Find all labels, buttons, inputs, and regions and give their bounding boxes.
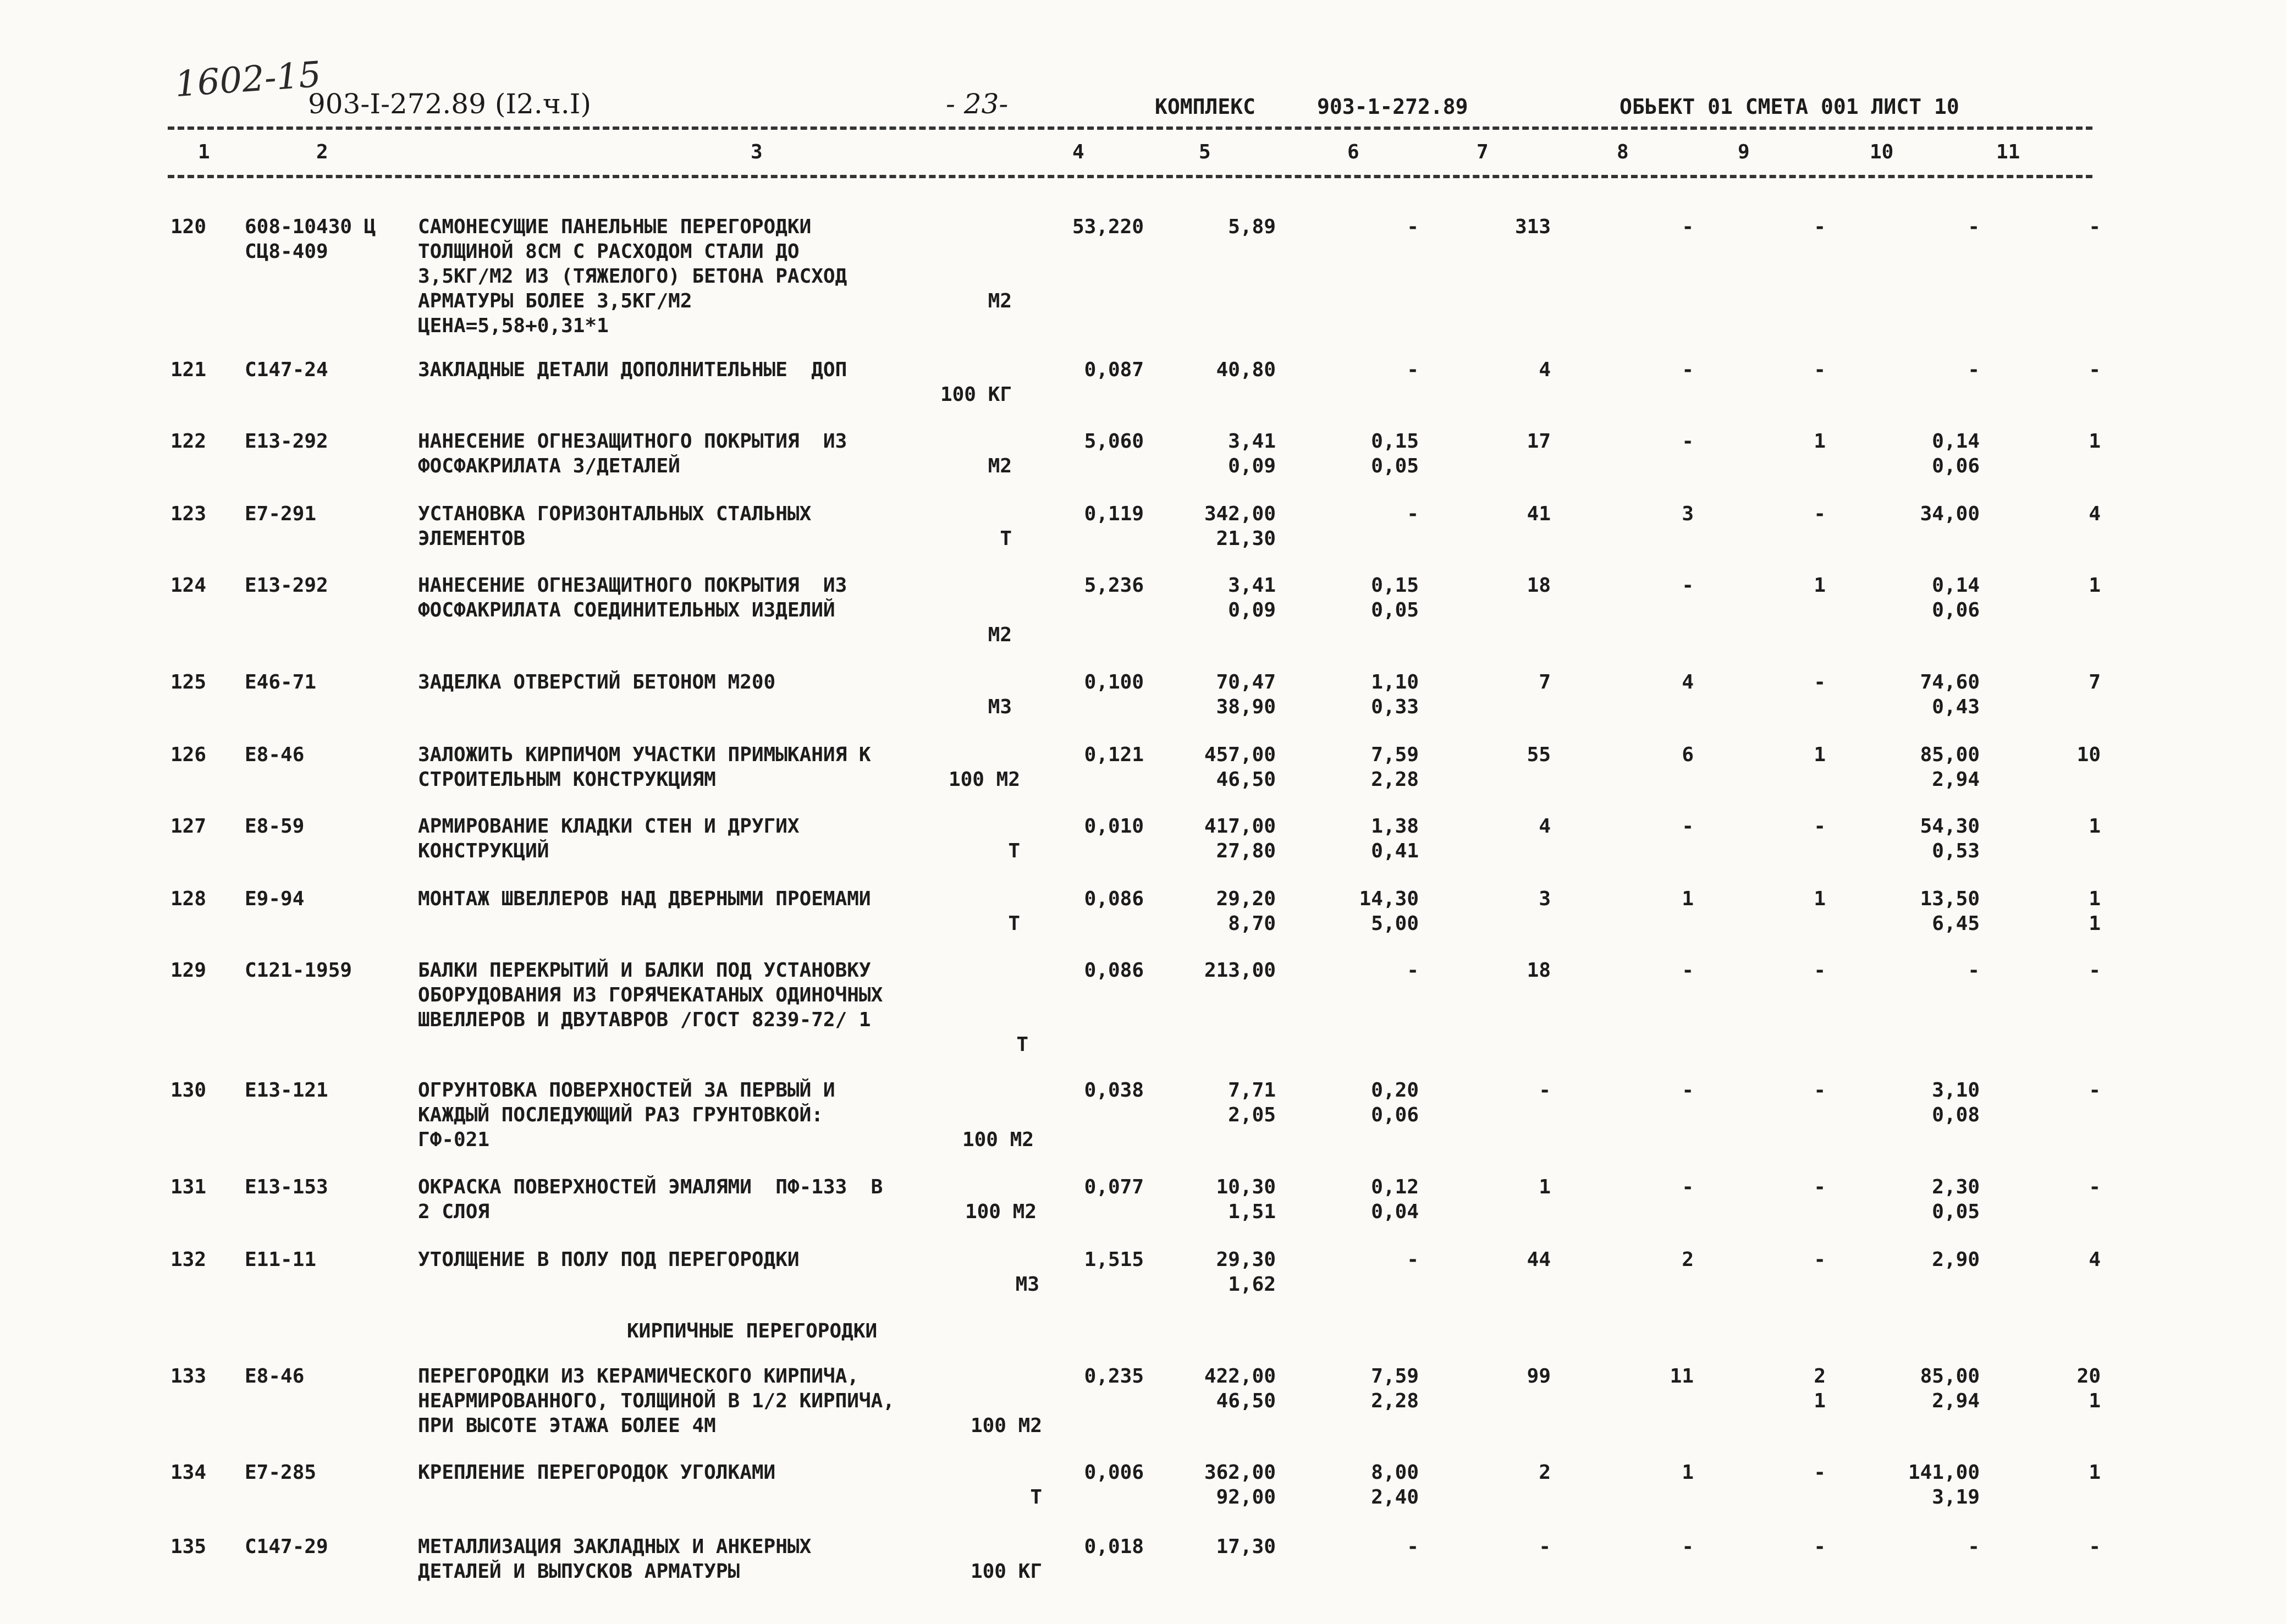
row-qty: 5,236 (1084, 574, 1144, 597)
row-code: Е8-59 (245, 815, 305, 838)
row-v8: 4 (1682, 671, 1694, 693)
row-v11: - (2089, 1079, 2101, 1102)
row-v11: - (2089, 359, 2101, 381)
row-price: 342,00 21,30 (1204, 503, 1276, 550)
row-qty: 0,121 (1084, 744, 1144, 766)
row-description: НАНЕСЕНИЕ ОГНЕЗАЩИТНОГО ПОКРЫТИЯ ИЗ ФОСФАКРИЛАТА З/ДЕТАЛЕЙ (418, 430, 847, 477)
row-qty: 0,086 (1084, 959, 1144, 982)
row-number: 129 (170, 959, 207, 982)
row-price: 29,20 8,70 (1216, 888, 1276, 935)
row-v10: 2,90 (1932, 1248, 1980, 1271)
row-unit: 100 М2 (962, 1128, 1034, 1151)
row-description: БАЛКИ ПЕРЕКРЫТИЙ И БАЛКИ ПОД УСТАНОВКУ ОБОРУДОВАНИЯ ИЗ ГОРЯЧЕКАТАНЫХ ОДИНОЧНЫХ ШВЕЛЛЕРОВ И ДВУТАВРОВ /ГОСТ 8239-72/ 1 (418, 959, 883, 1031)
row-price: 422,00 46,50 (1204, 1365, 1276, 1412)
row-v10: 3,10 0,08 (1932, 1079, 1980, 1126)
row-description: АРМИРОВАНИЕ КЛАДКИ СТЕН И ДРУГИХ КОНСТРУКЦИЙ (418, 815, 800, 862)
row-price: 7,71 2,05 (1228, 1079, 1276, 1126)
row-v11: 4 (2089, 503, 2101, 525)
row-code: С121-1959 (245, 959, 352, 982)
row-v11: 7 (2089, 671, 2101, 693)
row-code: Е8-46 (245, 1365, 305, 1388)
row-code: Е13-292 (245, 574, 328, 597)
row-unit: Т (1000, 527, 1012, 550)
row-v9: 1 (1814, 888, 1826, 910)
row-price: 457,00 46,50 (1204, 744, 1276, 791)
row-v7: 18 (1527, 574, 1551, 597)
row-v7: 313 (1514, 216, 1551, 238)
row-description: ОГРУНТОВКА ПОВЕРХНОСТЕЙ ЗА ПЕРВЫЙ И КАЖДЫЙ ПОСЛЕДУЮЩИЙ РАЗ ГРУНТОВКОЙ: ГФ-021 (418, 1079, 835, 1151)
row-v11: - (2089, 959, 2101, 982)
row-wage: 7,59 2,28 (1371, 744, 1419, 791)
row-unit: М2 (988, 624, 1012, 646)
page-number: - 23- (946, 88, 1009, 120)
col-num-3: 3 (751, 141, 763, 163)
row-v8: 2 (1682, 1248, 1694, 1271)
row-description: МЕТАЛЛИЗАЦИЯ ЗАКЛАДНЫХ И АНКЕРНЫХ ДЕТАЛЕЙ И ВЫПУСКОВ АРМАТУРЫ (418, 1535, 812, 1583)
row-v7: 4 (1539, 815, 1551, 838)
document-code: 903-I-272.89 (I2.ч.I) (308, 88, 591, 120)
row-v9: - (1814, 503, 1826, 525)
row-v9: - (1814, 216, 1826, 238)
col-num-7: 7 (1477, 141, 1489, 163)
row-number: 121 (170, 359, 207, 381)
row-v7: 2 (1539, 1461, 1551, 1484)
row-v7: 41 (1527, 503, 1551, 525)
row-code: С147-24 (245, 359, 328, 381)
section-title: КИРПИЧНЫЕ ПЕРЕГОРОДКИ (627, 1320, 878, 1342)
row-wage: 14,30 5,00 (1359, 888, 1419, 935)
row-v8: 3 (1682, 503, 1694, 525)
row-qty: 53,220 (1072, 216, 1144, 238)
row-v9: - (1814, 671, 1826, 693)
row-unit: М3 (988, 696, 1012, 718)
row-description: МОНТАЖ ШВЕЛЛЕРОВ НАД ДВЕРНЫМИ ПРОЕМАМИ (418, 888, 871, 910)
row-v10: 34,00 (1920, 503, 1980, 525)
row-v7: 7 (1539, 671, 1551, 693)
row-number: 135 (170, 1535, 207, 1558)
row-v7: 44 (1527, 1248, 1551, 1271)
row-v10: - (1968, 1535, 1980, 1558)
object-sheet-info: ОБЬЕКТ 01 СМЕТА 001 ЛИСТ 10 (1620, 95, 1959, 119)
row-price: 417,00 27,80 (1204, 815, 1276, 862)
row-v7: 4 (1539, 359, 1551, 381)
row-code: Е9-94 (245, 888, 305, 910)
row-v10: 85,00 2,94 (1920, 744, 1980, 791)
row-number: 123 (170, 503, 207, 525)
row-wage: 8,00 2,40 (1371, 1461, 1419, 1509)
col-num-6: 6 (1347, 141, 1359, 163)
row-number: 131 (170, 1176, 207, 1198)
header-rule-top (168, 126, 2092, 130)
row-price: 3,41 0,09 (1228, 430, 1276, 477)
row-v9: - (1814, 1535, 1826, 1558)
row-v8: - (1682, 574, 1694, 597)
row-description: УСТАНОВКА ГОРИЗОНТАЛЬНЫХ СТАЛЬНЫХ ЭЛЕМЕНТОВ (418, 503, 812, 550)
row-wage: - (1407, 503, 1419, 525)
row-code: Е11-11 (245, 1248, 317, 1271)
row-qty: 0,010 (1084, 815, 1144, 838)
col-num-2: 2 (316, 141, 328, 163)
row-v7: 17 (1527, 430, 1551, 453)
row-v11: 1 (2089, 1461, 2101, 1484)
row-v8: - (1682, 1176, 1694, 1198)
row-v9: - (1814, 1079, 1826, 1102)
row-v9: - (1814, 359, 1826, 381)
row-wage: 0,15 0,05 (1371, 430, 1419, 477)
row-v10: 85,00 2,94 (1920, 1365, 1980, 1412)
col-num-5: 5 (1199, 141, 1211, 163)
row-description: НАНЕСЕНИЕ ОГНЕЗАЩИТНОГО ПОКРЫТИЯ ИЗ ФОСФАКРИЛАТА СОЕДИНИТЕЛЬНЫХ ИЗДЕЛИЙ (418, 574, 847, 621)
row-wage: 1,38 0,41 (1371, 815, 1419, 862)
row-description: САМОНЕСУЩИЕ ПАНЕЛЬНЫЕ ПЕРЕГОРОДКИ ТОЛЩИНОЙ 8СМ С РАСХОДОМ СТАЛИ ДО 3,5КГ/М2 ИЗ (ТЯЖЕЛОГО) БЕТОНА РАСХОД АРМАТУРЫ БОЛЕЕ 3,5КГ/М2 ЦЕНА=5,58+0,31*1 (418, 216, 847, 337)
row-wage: 0,12 0,04 (1371, 1176, 1419, 1223)
row-unit: М2 (988, 455, 1012, 477)
row-number: 126 (170, 744, 207, 766)
row-unit: 100 М2 (948, 768, 1020, 791)
row-qty: 0,119 (1084, 503, 1144, 525)
row-price: 5,89 (1228, 216, 1276, 238)
row-v11: - (2089, 1176, 2101, 1198)
row-unit: 100 М2 (970, 1414, 1042, 1437)
row-code: Е13-121 (245, 1079, 328, 1102)
row-qty: 0,100 (1084, 671, 1144, 693)
row-qty: 0,077 (1084, 1176, 1144, 1198)
row-v9: - (1814, 815, 1826, 838)
row-price: 17,30 (1216, 1535, 1276, 1558)
row-price: 362,00 92,00 (1204, 1461, 1276, 1509)
row-v10: 0,14 0,06 (1932, 430, 1980, 477)
row-v9: - (1814, 959, 1826, 982)
row-v8: - (1682, 959, 1694, 982)
row-v8: 11 (1670, 1365, 1694, 1388)
row-unit: М3 (1015, 1273, 1039, 1296)
row-description: ЗАКЛАДНЫЕ ДЕТАЛИ ДОПОЛНИТЕЛЬНЫЕ ДОП (418, 359, 847, 381)
row-code: Е7-291 (245, 503, 317, 525)
row-unit: 100 КГ (940, 383, 1012, 406)
row-v11: 10 (2076, 744, 2101, 766)
row-v8: - (1682, 430, 1694, 453)
row-description: ЗАЛОЖИТЬ КИРПИЧОМ УЧАСТКИ ПРИМЫКАНИЯ К СТРОИТЕЛЬНЫМ КОНСТРУКЦИЯМ (418, 744, 871, 791)
complex-label: КОМПЛЕКС (1155, 95, 1256, 119)
row-v10: 74,60 0,43 (1920, 671, 1980, 718)
row-qty: 0,235 (1084, 1365, 1144, 1388)
row-v7: 99 (1527, 1365, 1551, 1388)
row-v10: 54,30 0,53 (1920, 815, 1980, 862)
row-wage: - (1407, 216, 1419, 238)
row-number: 128 (170, 888, 207, 910)
row-v11: - (2089, 216, 2101, 238)
row-v8: - (1682, 216, 1694, 238)
row-v8: - (1682, 1535, 1694, 1558)
row-unit: 100 М2 (965, 1201, 1037, 1223)
row-v11: - (2089, 1535, 2101, 1558)
row-wage: - (1407, 1248, 1419, 1271)
row-qty: 1,515 (1084, 1248, 1144, 1271)
row-v8: 1 (1682, 1461, 1694, 1484)
row-v10: 141,00 3,19 (1908, 1461, 1980, 1509)
row-unit: Т (1008, 840, 1020, 862)
row-wage: 1,10 0,33 (1371, 671, 1419, 718)
row-number: 133 (170, 1365, 207, 1388)
row-unit: Т (1016, 1033, 1028, 1056)
row-qty: 0,087 (1084, 359, 1144, 381)
row-v11: 1 (2089, 430, 2101, 453)
row-v10: - (1968, 959, 1980, 982)
row-v7: - (1539, 1535, 1551, 1558)
col-num-4: 4 (1072, 141, 1084, 163)
row-price: 70,47 38,90 (1216, 671, 1276, 718)
row-v9: 1 (1814, 430, 1826, 453)
row-wage: - (1407, 359, 1419, 381)
row-v7: 55 (1527, 744, 1551, 766)
row-qty: 5,060 (1084, 430, 1144, 453)
row-v11: 1 (2089, 574, 2101, 597)
row-v10: 2,30 0,05 (1932, 1176, 1980, 1223)
row-qty: 0,006 (1084, 1461, 1144, 1484)
row-v8: - (1682, 815, 1694, 838)
row-number: 120 (170, 216, 207, 238)
row-v11: 1 (2089, 815, 2101, 838)
row-wage: 0,20 0,06 (1371, 1079, 1419, 1126)
row-code: Е7-285 (245, 1461, 317, 1484)
row-code: Е8-46 (245, 744, 305, 766)
row-v9: 1 (1814, 744, 1826, 766)
row-wage: - (1407, 959, 1419, 982)
row-number: 132 (170, 1248, 207, 1271)
col-num-8: 8 (1617, 141, 1629, 163)
row-v9: - (1814, 1461, 1826, 1484)
row-v10: - (1968, 216, 1980, 238)
header-rule-bottom (168, 175, 2092, 178)
row-v10: 13,50 6,45 (1920, 888, 1980, 935)
row-unit: Т (1008, 912, 1020, 935)
row-v9: - (1814, 1176, 1826, 1198)
row-description: УТОЛЩЕНИЕ В ПОЛУ ПОД ПЕРЕГОРОДКИ (418, 1248, 800, 1271)
col-num-1: 1 (198, 141, 210, 163)
row-unit: М2 (988, 290, 1012, 312)
row-code: Е46-71 (245, 671, 317, 693)
handwritten-note: 1602-15 (173, 54, 323, 106)
row-unit: Т (1030, 1486, 1042, 1509)
row-price: 3,41 0,09 (1228, 574, 1276, 621)
row-v8: - (1682, 1079, 1694, 1102)
row-wage: - (1407, 1535, 1419, 1558)
col-num-11: 11 (1996, 141, 2020, 163)
row-qty: 0,038 (1084, 1079, 1144, 1102)
row-v7: 1 (1539, 1176, 1551, 1198)
row-price: 10,30 1,51 (1216, 1176, 1276, 1223)
row-v7: 3 (1539, 888, 1551, 910)
row-number: 127 (170, 815, 207, 838)
row-price: 213,00 (1204, 959, 1276, 982)
row-number: 125 (170, 671, 207, 693)
row-v10: 0,14 0,06 (1932, 574, 1980, 621)
row-description: ОКРАСКА ПОВЕРХНОСТЕЙ ЭМАЛЯМИ ПФ-133 В 2 СЛОЯ (418, 1176, 883, 1223)
row-v8: 1 (1682, 888, 1694, 910)
row-description: КРЕПЛЕНИЕ ПЕРЕГОРОДОК УГОЛКАМИ (418, 1461, 776, 1484)
row-number: 124 (170, 574, 207, 597)
row-number: 130 (170, 1079, 207, 1102)
row-price: 29,30 1,62 (1216, 1248, 1276, 1296)
row-number: 134 (170, 1461, 207, 1484)
row-v7: 18 (1527, 959, 1551, 982)
row-qty: 0,018 (1084, 1535, 1144, 1558)
row-number: 122 (170, 430, 207, 453)
row-v7: - (1539, 1079, 1551, 1102)
row-v11: 4 (2089, 1248, 2101, 1271)
row-v9: - (1814, 1248, 1826, 1271)
row-qty: 0,086 (1084, 888, 1144, 910)
complex-code: 903-1-272.89 (1317, 95, 1468, 119)
row-v8: - (1682, 359, 1694, 381)
row-v11: 20 1 (2076, 1365, 2101, 1412)
row-code: Е13-292 (245, 430, 328, 453)
row-unit: 100 КГ (970, 1560, 1042, 1583)
row-v9: 1 (1814, 574, 1826, 597)
col-num-10: 10 (1870, 141, 1894, 163)
row-wage: 7,59 2,28 (1371, 1365, 1419, 1412)
row-code: С147-29 (245, 1535, 328, 1558)
row-description: ЗАДЕЛКА ОТВЕРСТИЙ БЕТОНОМ М200 (418, 671, 776, 693)
col-num-9: 9 (1738, 141, 1750, 163)
row-wage: 0,15 0,05 (1371, 574, 1419, 621)
row-price: 40,80 (1216, 359, 1276, 381)
row-code: Е13-153 (245, 1176, 328, 1198)
row-v9: 2 1 (1814, 1365, 1826, 1412)
row-v10: - (1968, 359, 1980, 381)
row-description: ПЕРЕГОРОДКИ ИЗ КЕРАМИЧЕСКОГО КИРПИЧА, НЕАРМИРОВАННОГО, ТОЛЩИНОЙ В 1/2 КИРПИЧА, ПРИ ВЫСОТЕ ЭТАЖА БОЛЕЕ 4М (418, 1365, 895, 1437)
row-code: 608-10430 Ц СЦ8-409 (245, 216, 376, 263)
row-v11: 1 1 (2089, 888, 2101, 935)
row-v8: 6 (1682, 744, 1694, 766)
